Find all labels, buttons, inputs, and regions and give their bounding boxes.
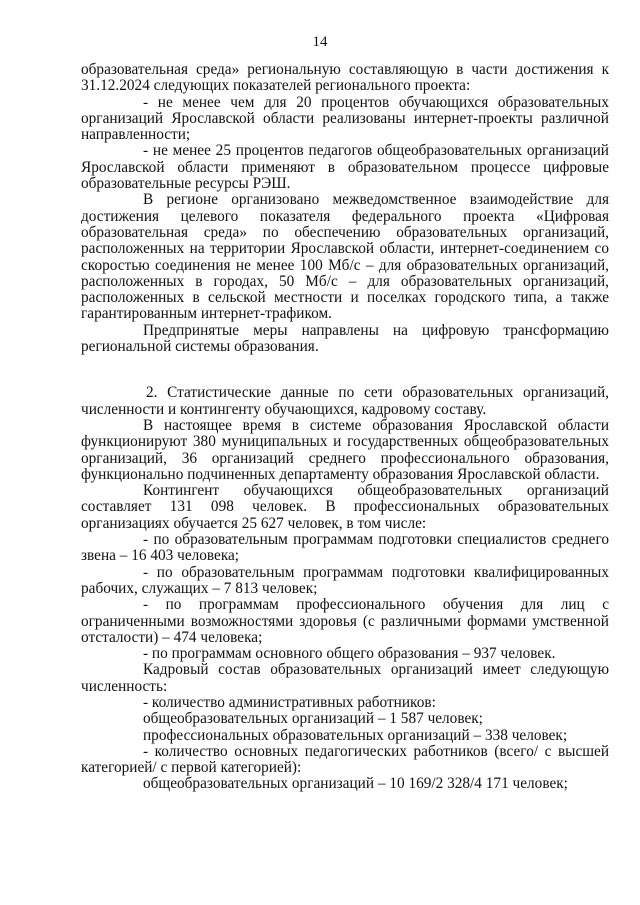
document-body <box>81 62 609 793</box>
list-item: - количество административных работников: <box>143 693 436 711</box>
paragraph: Контингент обучающихся общеобразовательных организаций составляет 131 098 человек. В профессиональных образовательных организациях обучается 25 627 человек, в том числе: <box>81 482 609 532</box>
paragraph: - не менее 25 процентов педагогов общеобразовательных организаций Ярославской области применяют в образовательном процессе цифровые образовательные ресурсы РЭШ. <box>81 142 609 193</box>
list-item: профессиональных образовательных организаций – 338 человек; <box>143 726 568 744</box>
paragraph: Предпринятые меры направлены на цифровую трансформацию региональной системы образования. <box>81 321 609 356</box>
list-item: - количество основных педагогических работников (всего/ с высшей категорией/ с первой категорией): <box>81 742 609 777</box>
paragraph: Кадровый состав образовательных организаций имеет следующую численность: <box>81 661 609 695</box>
list-item: - по образовательным программам подготовки квалифицированных рабочих, служащих – 7 813 человек; <box>81 563 609 597</box>
section-gap <box>81 355 609 385</box>
list-item: - по программам основного общего образования – 937 человек. <box>143 645 556 663</box>
section-heading: 2. Статистические данные по сети образовательных организаций, численности и контингенту обучающихся, кадровому составу. <box>81 384 609 418</box>
page-number: 14 <box>312 34 328 50</box>
list-item: - по образовательным программам подготовки специалистов среднего звена – 16 403 человека; <box>81 531 609 565</box>
list-item: - по программам профессионального обучения для лиц с ограниченными возможностями здоровья (с различными формами умственной отсталости) – 474 человека; <box>81 596 609 646</box>
paragraph: В регионе организовано межведомственное взаимодействие для достижения целевого показателя федерального проекта «Цифровая образовательная среда» по обеспечению образовательных организаций, расположенных на территории Ярославской области, интернет-соединением со скоростью соединения не менее 100 Мб/с – для образовательных организаций, расположенных в городах, 50 Мб/с – для образовательных организаций, расположенных в сельской местности и поселках городского типа, а также гарантированным интернет-трафиком. <box>81 191 609 323</box>
paragraph: В настоящее время в системе образования Ярославской области функционируют 380 муниципальных и государственных общеобразовательных организаций, 36 организаций среднего профессионального образования, функционально подчиненных департаменту образования Ярославской области. <box>81 416 609 483</box>
list-item: общеобразовательных организаций – 1 587 человек; <box>143 710 483 728</box>
paragraph: - не менее чем для 20 процентов обучающихся образовательных организаций Ярославской области реализованы интернет-проекты различной направленности; <box>81 93 609 144</box>
paragraph: образовательная среда» региональную составляющую в части достижения к 31.12.2024 следующих показателей регионального проекта: <box>81 61 609 95</box>
list-item: общеобразовательных организаций – 10 169/2 328/4 171 человек; <box>143 775 568 793</box>
